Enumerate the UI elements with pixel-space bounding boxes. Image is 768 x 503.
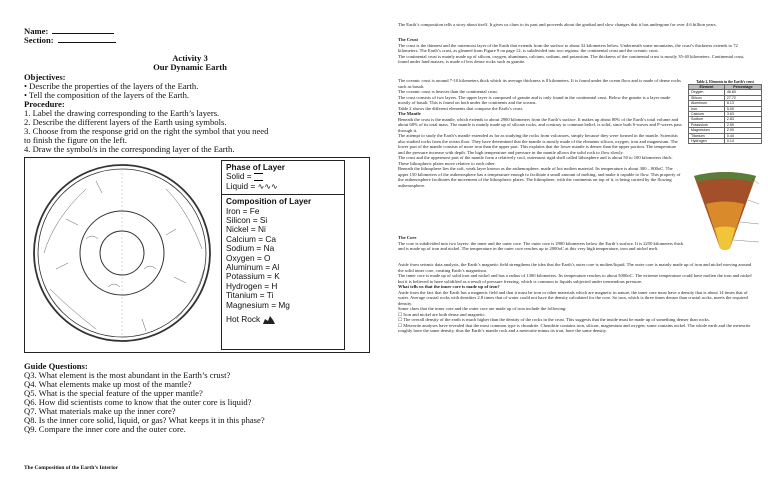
element-item[interactable]: Iron = Fe [226, 205, 260, 216]
guide-question: Q6. How did scientists come to know that the outer core is liquid? [24, 397, 252, 407]
crust-heading: The Crust [398, 37, 419, 42]
core-paragraph: Aside from seismic data analysis, the Earth’s magnetic field strengthens the idea that the Earth’s outer core is molten/liquid. The outer core is mainly made up of iron and nickel moving around the solid inner core, creating Earth’s magnetism. [398, 262, 752, 273]
activity-number: Activity 3 [172, 53, 208, 63]
procedure-step: 4. Draw the symbol/s in the corresponding layer of the Earth. [24, 144, 235, 154]
table-cell: 0.44 [724, 133, 761, 138]
crust-paragraph: The oceanic crust is heavier than the continental crust. [398, 89, 498, 94]
table-cell: 0.14 [724, 139, 761, 144]
table-cell: Sodium [689, 117, 725, 122]
guide-question: Q5. What is the special feature of the upper mantle? [24, 388, 203, 398]
crust-continued [398, 78, 683, 188]
table-cell: 2.09 [724, 128, 761, 133]
table-cell: 8.13 [724, 101, 761, 106]
mantle-paragraph: These lithospheric plates move relative to each other. [398, 160, 496, 166]
guide-heading: Guide Questions: [24, 361, 88, 371]
table-cell: Hydrogen [689, 139, 725, 144]
table-cell: Silicon [689, 95, 725, 100]
table-cell: Oxygen [689, 90, 725, 95]
core-section [398, 235, 688, 252]
crust-paragraph: The crust is the thinnest and the outermost layer of the Earth that extends from the surface to about 32 kilometers below. Underneath some mountains, the crust’s thickness extends to 72 kilometers. The Earth’s crust, as gleaned from Figure 9 on page 12, is subdivided into two regions: the continental crust and the oceanic crust. [398, 42, 738, 53]
procedure-step: 2. Describe the different layers of the Earth using symbols. [24, 117, 227, 127]
objective-item: • Describe the properties of the layers of the Earth. [24, 81, 199, 91]
core-paragraph: The inner core is made up of solid iron and nickel and has a radius of 1300 kilometers. Its temperature reaches to about 5000oC. The extreme temperature could have molten the iron and nickel but it is believed to have solidified as a result of pressure freezing, which is common to liquids subjected under tremendous pressure. [398, 273, 752, 284]
table-header: Percentage [724, 85, 761, 90]
element-item[interactable]: Calcium = Ca [226, 233, 277, 244]
core-paragraph: The core is subdivided into two layers: the inner and the outer core. The outer core is 2900 kilometers below the Earth’s surface. It is 2250 kilometers thick and is made up of iron and nickel. The temperature in the outer core reaches up to 2000oC at this very high temperature, iron and nickel melt. [398, 240, 684, 251]
inner-core-heading: What tells us that the inner core is made up of iron? [398, 284, 500, 289]
table-header: Element [689, 85, 725, 90]
intro-paragraph: The Earth’s composition tells a story about itself. It gives us clues to its past and proceeds about the gradual and slow changes that it has undergone for over 4.6 billion years. [398, 22, 717, 27]
reading-page [384, 0, 768, 503]
guide-question: Q7. What materials make up the inner core? [24, 406, 176, 416]
element-item[interactable]: Potassium = K [226, 271, 280, 282]
table-caption: Table 2. Elements in the Earth’s crust [696, 80, 754, 84]
crust-paragraph: The crust consists of two layers. The upper layer is composed of granite and is only found in the continental crust. Below the granite is a layer made mostly of basalt. This is found on both under the continents and the oceans. [398, 94, 671, 105]
element-item[interactable]: Oxygen = O [226, 252, 271, 263]
objectives-heading: Objectives: [24, 72, 66, 82]
table-cell: 2.83 [724, 117, 761, 122]
earth-layers-diagram [26, 159, 221, 349]
guide-question: Q9. Compare the inner core and the outer core. [24, 424, 186, 434]
objective-item: • Tell the composition of the layers of the Earth. [24, 90, 190, 100]
table-cell: Calcium [689, 112, 725, 117]
element-item[interactable]: Titanium = Ti [226, 290, 274, 301]
mantle-paragraph: Beneath the crust is the mantle, which extends to about 2900 kilometers from the Earth’s surface. It makes up about 80% of the Earth’s total volume and about 68% of its total mass. The mantle is mainly made up of silicate rocks, and contrary to common belief, is solid, since both S-waves and P-waves pass through it. [398, 116, 682, 133]
guide-question: Q4. What elements make up most of the mantle? [24, 379, 192, 389]
inner-core-paragraph: Some clues that the inner core and the outer core are made up of iron include the following: [398, 306, 567, 311]
table-cell: Iron [689, 106, 725, 111]
crust-section [398, 37, 756, 65]
procedure-heading: Procedure: [24, 99, 65, 109]
mantle-paragraph: The attempt to study the Earth’s mantle extended as far as studying the rocks from volcanoes, simply because they were formed in the mantle. Scientists also studied rocks from the ocean floor. They have determined that the mantle is mostly made of the elements silicon, oxygen, iron and magnesium. The lower part of the mantle consists of more iron than the upper part. This explains that the lower mantle is denser than the upper portion. The temperature and the pressure increase with depth. The high temperature and pressure in the mantle allows the solid rock to flow slowly. [398, 133, 678, 155]
phase-title: Phase of Layer [226, 162, 286, 172]
crust-paragraph: Table 2 shows the different elements that compose the Earth’s crust. [398, 105, 523, 111]
core-heading: The Core [398, 235, 417, 240]
element-item[interactable]: Sodium = Na [226, 243, 275, 254]
table-cell: 3.63 [724, 112, 761, 117]
procedure-step: to finish the figure on the left. [24, 135, 127, 145]
element-item[interactable]: Silicon = Si [226, 215, 268, 226]
hot-rock-item[interactable]: Hot Rock [226, 315, 340, 325]
table-cell: Magnesium [689, 128, 725, 133]
crust-paragraph: The continental crust is mainly made up of silicon, oxygen, aluminum, calcium, sodium, and potassium. The thickness of the continental crust is mostly 35-40 kilometers. Continental crust, found under land masses, is made of less dense rocks such as granite. [398, 53, 745, 64]
element-item[interactable]: Nickel = Ni [226, 224, 266, 235]
composition-title: Composition of Layer [226, 196, 312, 207]
hot-rock-icon [262, 315, 276, 325]
clue-item: ☐ The overall density of the earth is much higher than the density of the rocks in the crust. This suggests that the inside must be made up of something denser than rocks. [398, 317, 710, 322]
table-cell: Titanium [689, 133, 725, 138]
table-cell: 27.72 [724, 95, 761, 100]
phase-liquid[interactable]: Liquid = ∿∿∿ [226, 180, 278, 191]
mantle-paragraph: Beneath the lithosphere lies the soft, weak layer known as the asthenosphere, made of hot molten material. Its temperature is about 300 – 800oC. The upper 150 kilometers of the asthenosphere has a temperature enough to facilitate a small amount of melting, and make it capable to flow. This property of the asthenosphere facilitates the movement of the lithospheric plates. The lithosphere, with the continents on top of it, is being carried by the flowing asthenosphere. [398, 166, 681, 188]
guide-question: Q3. What element is the most abundant in the Earth’s crust? [24, 370, 231, 380]
earth-cutaway-figure [690, 170, 760, 252]
mantle-paragraph: The crust and the uppermost part of the mantle form a relatively cool, outermost rigid shell called lithosphere and is about 50 to 100 kilometers thick. [398, 155, 673, 160]
clue-item: ☐ Iron and nickel are both dense and magnetic. [398, 311, 486, 317]
element-item[interactable]: Hydrogen = H [226, 280, 278, 291]
element-item[interactable]: Magnesium = Mg [226, 299, 290, 310]
core-continued [398, 262, 756, 334]
element-item[interactable]: Aluminum = Al [226, 262, 280, 273]
clue-item: ☐ Meteorite analyses have revealed that the most common type is chondrite. Chondrite contains iron, silicon, magnesium and oxygen; some contains nickel. The whole earth and the meteorite roughly have the same density, thus the Earth’s mantle rock and a meteorite minus its iron, have the same density. [398, 322, 751, 333]
procedure-step: 1. Label the drawing corresponding to the Earth’s layers. [24, 108, 220, 118]
section-label: Section: [24, 35, 54, 45]
table-cell: Potassium [689, 122, 725, 127]
table-cell: 2.59 [724, 122, 761, 127]
phase-solid[interactable]: Solid = [226, 172, 340, 181]
section-field[interactable] [24, 35, 116, 46]
table-cell: 46.60 [724, 90, 761, 95]
name-label: Name: [24, 26, 49, 36]
mantle-heading: The Mantle [398, 111, 421, 116]
table-cell: Aluminum [689, 101, 725, 106]
table-cell: 5.00 [724, 106, 761, 111]
inner-core-wedge [715, 227, 735, 251]
guide-question: Q8. Is the inner core solid, liquid, or gas? What keeps it in this phase? [24, 415, 265, 425]
activity-title: Our Dynamic Earth [153, 62, 227, 72]
table-row [689, 139, 762, 144]
crust-paragraph: The oceanic crust is around 7-10 kilometers thick which its average thickness is 8 kilometers. It is found under the ocean floor and is made of dense rocks such as basalt. [398, 78, 681, 89]
procedure-step: 3. Choose from the response grid on the right the symbol that you need [24, 126, 269, 136]
symbol-legend [221, 160, 345, 350]
page-footer: The Composition of the Earth’s Interior [24, 465, 119, 471]
liquid-wave-icon: ∿∿∿ [257, 181, 278, 191]
elements-table [688, 80, 762, 144]
inner-core-paragraph: Aside from the fact that the Earth has a magnetic field and that it must be iron or other materials which are magnetic in nature, the inner core must have a density that is about 14 times that of water. Average crustal rocks with densities 2.8 times that of water could not have the density calculated for the core. So iron, which is three times denser than crustal rocks, meets the required density. [398, 289, 748, 306]
